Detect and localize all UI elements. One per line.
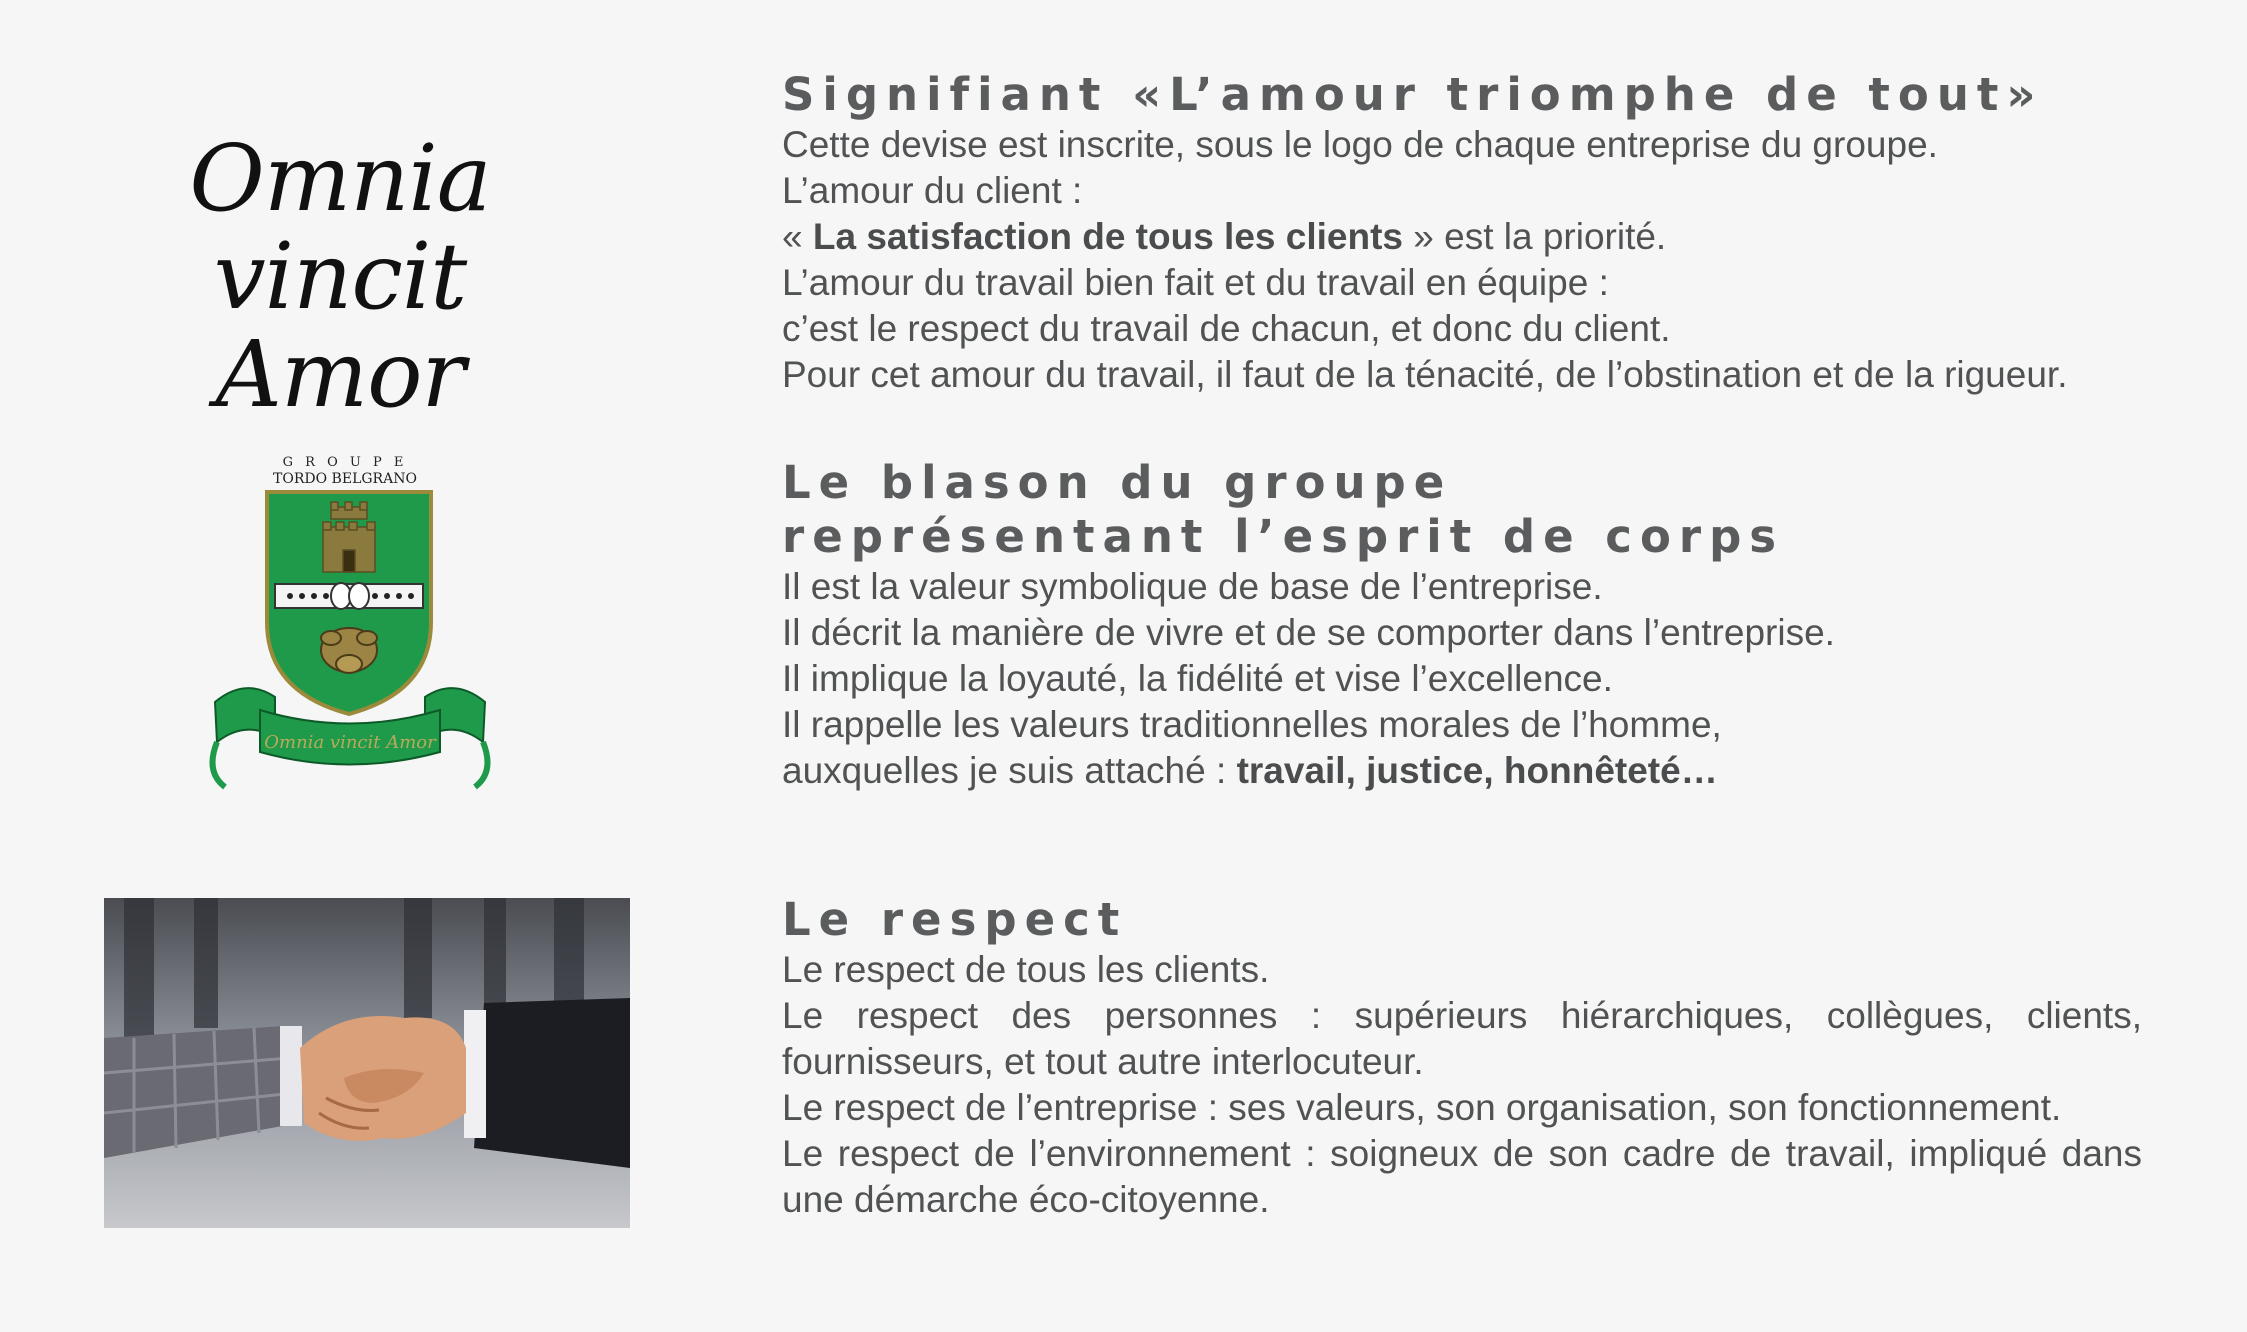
paragraph-line: L’amour du client : [782,170,1083,211]
paragraph-line: Le respect de tous les clients. [782,949,1270,990]
crest-ribbon-text: Omnia vincit Amor [264,732,436,753]
paragraph-line: Le respect de l’environnement : soigneux de son cadre de travail, impliqué dans une démarche éco-citoyenne. [782,1133,2142,1220]
motto-line-1: Omnia vincit [189,125,491,330]
section-title: Signifiant «L’amour triomphe de tout» [782,68,2044,121]
quote-open: « [782,216,813,257]
handshake-photo [104,898,630,1228]
section-respect [782,893,2142,1223]
motto-title [80,125,600,428]
handshake-icon [104,898,630,1228]
section-coat-of-arms [782,456,2142,794]
crest-name-text: TORDO BELGRANO [273,471,417,487]
paragraph-line: Pour cet amour du travail, il faut de la ténacité, de l’obstination et de la rigueur. [782,354,2068,395]
paragraph-line: c’est le respect du travail de chacun, et donc du client. [782,308,1671,349]
paragraph-line: Il rappelle les valeurs traditionnelles morales de l’homme, [782,704,1722,745]
section-title: représentant l’esprit de corps [782,510,1785,563]
crest-groupe-text: G R O U P E [282,455,408,470]
emphasis-text: La satisfaction de tous les clients [812,216,1403,257]
section-motto-meaning [782,68,2142,398]
paragraph-line: Le respect de l’entreprise : ses valeurs, son organisation, son fonctionnement. [782,1087,2062,1128]
paragraph-line [782,214,2142,260]
emphasis-text: travail, justice, honnêteté… [1236,750,1718,791]
paragraph-line: Le respect des personnes : supérieurs hiérarchiques, collègues, clients, fournisseurs, et tout autre interlocuteur. [782,995,2142,1082]
section-title: Le respect [782,893,1128,946]
paragraph-line: Il décrit la manière de vivre et de se comporter dans l’entreprise. [782,612,1835,653]
coat-of-arms-icon [205,452,495,802]
values-intro: auxquelles je suis attaché : [782,750,1237,791]
group-crest-logo [205,452,495,802]
paragraph-line: Il est la valeur symbolique de base de l’entreprise. [782,566,1603,607]
paragraph-line: Il implique la loyauté, la fidélité et vise l’excellence. [782,658,1613,699]
motto-line-2: Amor [215,321,465,428]
quote-close: » est la priorité. [1402,216,1667,257]
section-title: Le blason du groupe [782,456,1453,509]
paragraph-line: Cette devise est inscrite, sous le logo de chaque entreprise du groupe. [782,124,1938,165]
paragraph-line [782,748,2142,794]
paragraph-line: L’amour du travail bien fait et du travail en équipe : [782,262,1609,303]
